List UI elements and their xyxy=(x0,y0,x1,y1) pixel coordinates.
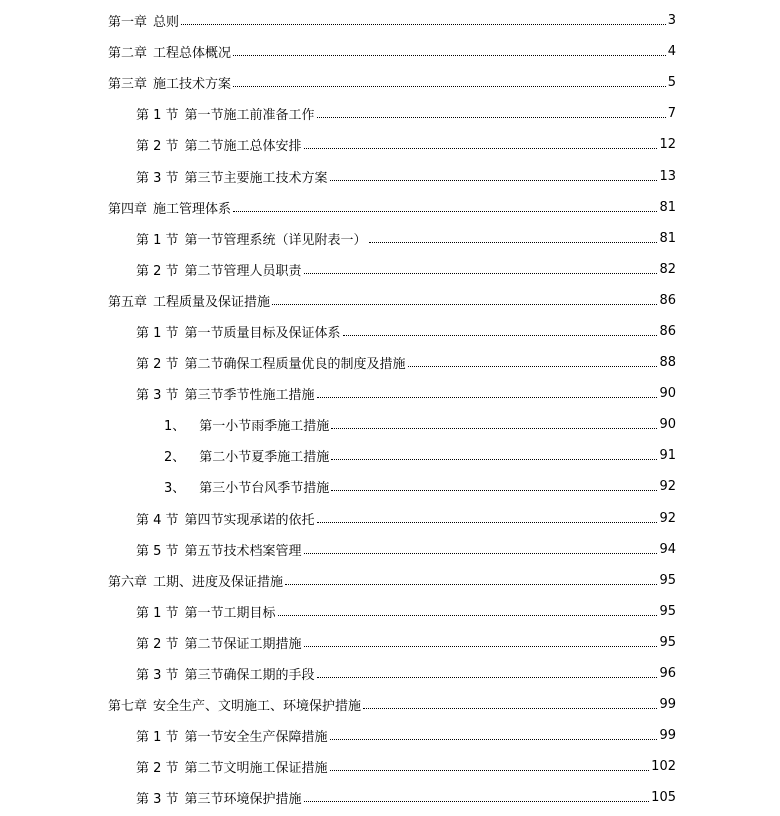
toc-entry-number: 第 5 节 xyxy=(136,543,179,559)
toc-entry-line xyxy=(108,291,676,310)
toc-entry-title: 施工技术方案 xyxy=(153,77,232,93)
toc-dot-leader xyxy=(330,739,658,740)
toc-entry-number: 第 1 节 xyxy=(136,605,179,621)
toc-entry-line xyxy=(164,446,676,465)
toc-entry[interactable] xyxy=(0,316,780,347)
toc-entry[interactable] xyxy=(0,347,780,378)
toc-entry-label xyxy=(136,540,302,559)
toc-page-number: 95 xyxy=(659,572,676,588)
toc-page-number: 99 xyxy=(659,697,676,713)
toc-entry-number: 第六章 xyxy=(108,574,148,590)
toc-page-number: 90 xyxy=(659,386,676,402)
toc-entry-title: 第三节季节性施工措施 xyxy=(184,388,315,404)
toc-entry-line xyxy=(108,198,676,217)
toc-entry-number: 第 3 节 xyxy=(136,792,179,808)
toc-entry-number: 3、 xyxy=(164,481,186,497)
toc-page-number: 81 xyxy=(659,230,676,246)
toc-entry-label xyxy=(136,384,315,403)
toc-entry[interactable] xyxy=(0,254,780,285)
toc-entry-title: 工期、进度及保证措施 xyxy=(153,574,284,590)
toc-entry-line xyxy=(108,571,676,590)
toc-dot-leader xyxy=(304,148,658,149)
toc-entry-label xyxy=(136,353,406,372)
toc-entry-line xyxy=(136,540,676,559)
toc-entry-label xyxy=(164,415,329,434)
toc-dot-leader xyxy=(304,646,658,647)
toc-entry-label xyxy=(136,633,302,652)
toc-page-number: 86 xyxy=(659,292,676,308)
toc-page-number: 5 xyxy=(667,75,676,91)
toc-entry-number: 第 2 节 xyxy=(136,636,179,652)
toc-dot-leader xyxy=(331,490,657,491)
toc-entry-label xyxy=(108,695,361,714)
toc-entry-title: 安全生产、文明施工、环境保护措施 xyxy=(153,699,362,715)
toc-dot-leader xyxy=(317,677,658,678)
toc-entry-title: 工程质量及保证措施 xyxy=(153,294,271,310)
toc-dot-leader xyxy=(233,86,666,87)
toc-entry-line xyxy=(136,726,676,745)
toc-entry-line xyxy=(136,757,676,776)
toc-entry-line xyxy=(136,104,676,123)
toc-page-number: 95 xyxy=(659,634,676,650)
toc-entry-line xyxy=(136,260,676,279)
toc-entry[interactable] xyxy=(0,689,780,720)
toc-page-number: 3 xyxy=(667,13,676,29)
toc-entry-title: 第一小节雨季施工措施 xyxy=(199,419,330,435)
toc-dot-leader xyxy=(278,615,658,616)
toc-entry-title: 第三小节台风季节措施 xyxy=(199,481,330,497)
toc-page-number: 99 xyxy=(659,728,676,744)
toc-entry[interactable] xyxy=(0,36,780,67)
toc-page-number: 4 xyxy=(667,44,676,60)
toc-entry-number: 第 1 节 xyxy=(136,325,179,341)
toc-entry[interactable] xyxy=(0,129,780,160)
toc-page-number: 102 xyxy=(651,759,676,775)
toc-dot-leader xyxy=(331,428,657,429)
toc-entry[interactable] xyxy=(0,285,780,316)
toc-dot-leader xyxy=(343,335,658,336)
toc-entry-label xyxy=(136,757,328,776)
toc-entry-line xyxy=(164,415,676,434)
toc-entry-label xyxy=(136,322,341,341)
toc-entry-line xyxy=(136,384,676,403)
toc-entry-label xyxy=(136,260,302,279)
toc-entry-title: 第一节管理系统（详见附表一） xyxy=(184,232,367,248)
toc-entry-line xyxy=(108,42,676,61)
toc-entry-label xyxy=(136,664,315,683)
toc-page-number: 91 xyxy=(659,448,676,464)
toc-entry[interactable] xyxy=(0,596,780,627)
toc-page-number: 95 xyxy=(659,603,676,619)
toc-entry-label xyxy=(136,788,302,807)
toc-dot-leader xyxy=(317,117,666,118)
toc-dot-leader xyxy=(363,708,657,709)
toc-entry-title: 第三节确保工期的手段 xyxy=(184,668,315,684)
toc-dot-leader xyxy=(330,770,650,771)
toc-dot-leader xyxy=(304,273,658,274)
toc-entry-title: 第一节质量目标及保证体系 xyxy=(184,325,341,341)
toc-entry-label xyxy=(136,167,328,186)
toc-entry[interactable] xyxy=(0,720,780,751)
toc-page-number: 92 xyxy=(659,510,676,526)
toc-entry-title: 第五节技术档案管理 xyxy=(184,543,302,559)
toc-entry-title: 第二节保证工期措施 xyxy=(184,636,302,652)
toc-entry-number: 第 3 节 xyxy=(136,668,179,684)
toc-entry-number: 第二章 xyxy=(108,46,148,62)
toc-dot-leader xyxy=(330,180,658,181)
toc-entry-number: 1、 xyxy=(164,419,186,435)
toc-page-number: 105 xyxy=(651,790,676,806)
toc-entry[interactable] xyxy=(0,534,780,565)
toc-entry-title: 第二节管理人员职责 xyxy=(184,263,302,279)
toc-entry-label xyxy=(164,477,329,496)
toc-dot-leader xyxy=(331,459,657,460)
toc-entry-label xyxy=(108,11,179,30)
toc-entry-label xyxy=(136,229,367,248)
toc-page-number: 96 xyxy=(659,666,676,682)
toc-entry-label xyxy=(136,104,315,123)
toc-entry[interactable] xyxy=(0,565,780,596)
toc-dot-leader xyxy=(272,304,657,305)
toc-entry-number: 第四章 xyxy=(108,201,148,217)
toc-entry-title: 第二小节夏季施工措施 xyxy=(199,450,330,466)
toc-entry-line xyxy=(136,664,676,683)
toc-entry[interactable] xyxy=(0,409,780,440)
toc-dot-leader xyxy=(285,584,657,585)
toc-entry-title: 第三节环境保护措施 xyxy=(184,792,302,808)
toc-entry-line xyxy=(136,167,676,186)
toc-entry-line xyxy=(108,73,676,92)
toc-dot-leader xyxy=(304,553,658,554)
toc-entry-line xyxy=(108,11,676,30)
toc-entry-number: 第 3 节 xyxy=(136,388,179,404)
toc-entry-label xyxy=(136,509,315,528)
toc-entry-number: 第五章 xyxy=(108,294,148,310)
toc-entry-label xyxy=(108,73,231,92)
toc-entry-title: 第二节文明施工保证措施 xyxy=(184,761,328,777)
toc-entry[interactable] xyxy=(0,192,780,223)
toc-entry-number: 第七章 xyxy=(108,699,148,715)
toc-entry-title: 第四节实现承诺的依托 xyxy=(184,512,315,528)
toc-entry-line xyxy=(164,477,676,496)
toc-page-number: 86 xyxy=(659,323,676,339)
toc-dot-leader xyxy=(181,24,666,25)
toc-dot-leader xyxy=(304,801,650,802)
toc-page-number: 94 xyxy=(659,541,676,557)
toc-entry-title: 第二节确保工程质量优良的制度及措施 xyxy=(184,357,406,373)
toc-entry-title: 第一节施工前准备工作 xyxy=(184,108,315,124)
toc-entry[interactable] xyxy=(0,471,780,502)
toc-entry[interactable] xyxy=(0,98,780,129)
toc-page-number: 81 xyxy=(659,199,676,215)
toc-entry-label xyxy=(108,42,231,61)
table-of-contents xyxy=(0,5,780,813)
toc-entry[interactable] xyxy=(0,223,780,254)
toc-entry-number: 第 1 节 xyxy=(136,108,179,124)
toc-dot-leader xyxy=(233,55,666,56)
toc-entry-title: 第一节安全生产保障措施 xyxy=(184,730,328,746)
toc-entry-line xyxy=(136,633,676,652)
toc-page-number: 12 xyxy=(659,137,676,153)
toc-entry[interactable] xyxy=(0,782,780,813)
toc-entry[interactable] xyxy=(0,440,780,471)
toc-page-number: 82 xyxy=(659,261,676,277)
toc-entry[interactable] xyxy=(0,160,780,191)
toc-entry-title: 第二节施工总体安排 xyxy=(184,139,302,155)
toc-entry[interactable] xyxy=(0,751,780,782)
toc-entry[interactable] xyxy=(0,67,780,98)
toc-entry-title: 施工管理体系 xyxy=(153,201,232,217)
toc-entry[interactable] xyxy=(0,378,780,409)
toc-entry-title: 第一节工期目标 xyxy=(184,605,276,621)
toc-entry-line xyxy=(136,353,676,372)
toc-dot-leader xyxy=(317,397,658,398)
toc-dot-leader xyxy=(408,366,658,367)
toc-entry[interactable] xyxy=(0,627,780,658)
toc-entry-line xyxy=(136,135,676,154)
toc-entry-title: 工程总体概况 xyxy=(153,46,232,62)
toc-dot-leader xyxy=(233,211,657,212)
toc-entry-label xyxy=(108,291,270,310)
toc-entry-label xyxy=(108,571,283,590)
toc-entry-line xyxy=(136,788,676,807)
toc-page-number: 92 xyxy=(659,479,676,495)
toc-entry[interactable] xyxy=(0,658,780,689)
toc-entry-line xyxy=(136,229,676,248)
toc-entry-number: 第 2 节 xyxy=(136,357,179,373)
toc-entry[interactable] xyxy=(0,5,780,36)
toc-entry-line xyxy=(136,509,676,528)
toc-entry-number: 第 4 节 xyxy=(136,512,179,528)
toc-page-number: 13 xyxy=(659,168,676,184)
toc-entry-title: 第三节主要施工技术方案 xyxy=(184,170,328,186)
toc-entry-label xyxy=(136,135,302,154)
toc-dot-leader xyxy=(317,522,658,523)
toc-entry-line xyxy=(136,602,676,621)
toc-entry-number: 第 1 节 xyxy=(136,232,179,248)
toc-entry-label xyxy=(108,198,231,217)
toc-entry-line xyxy=(108,695,676,714)
toc-entry-label xyxy=(136,726,328,745)
toc-page-number: 88 xyxy=(659,355,676,371)
toc-entry-title: 总则 xyxy=(153,15,180,31)
toc-entry-number: 第 2 节 xyxy=(136,263,179,279)
toc-entry-number: 第 1 节 xyxy=(136,730,179,746)
toc-entry-label xyxy=(164,446,329,465)
toc-entry-line xyxy=(136,322,676,341)
toc-entry-number: 第 3 节 xyxy=(136,170,179,186)
toc-entry-number: 第 2 节 xyxy=(136,761,179,777)
toc-entry[interactable] xyxy=(0,503,780,534)
toc-entry-label xyxy=(136,602,276,621)
toc-entry-number: 第三章 xyxy=(108,77,148,93)
toc-page-number: 90 xyxy=(659,417,676,433)
toc-dot-leader xyxy=(369,242,658,243)
toc-entry-number: 2、 xyxy=(164,450,186,466)
toc-page-number: 7 xyxy=(667,106,676,122)
toc-entry-number: 第 2 节 xyxy=(136,139,179,155)
toc-entry-number: 第一章 xyxy=(108,15,148,31)
